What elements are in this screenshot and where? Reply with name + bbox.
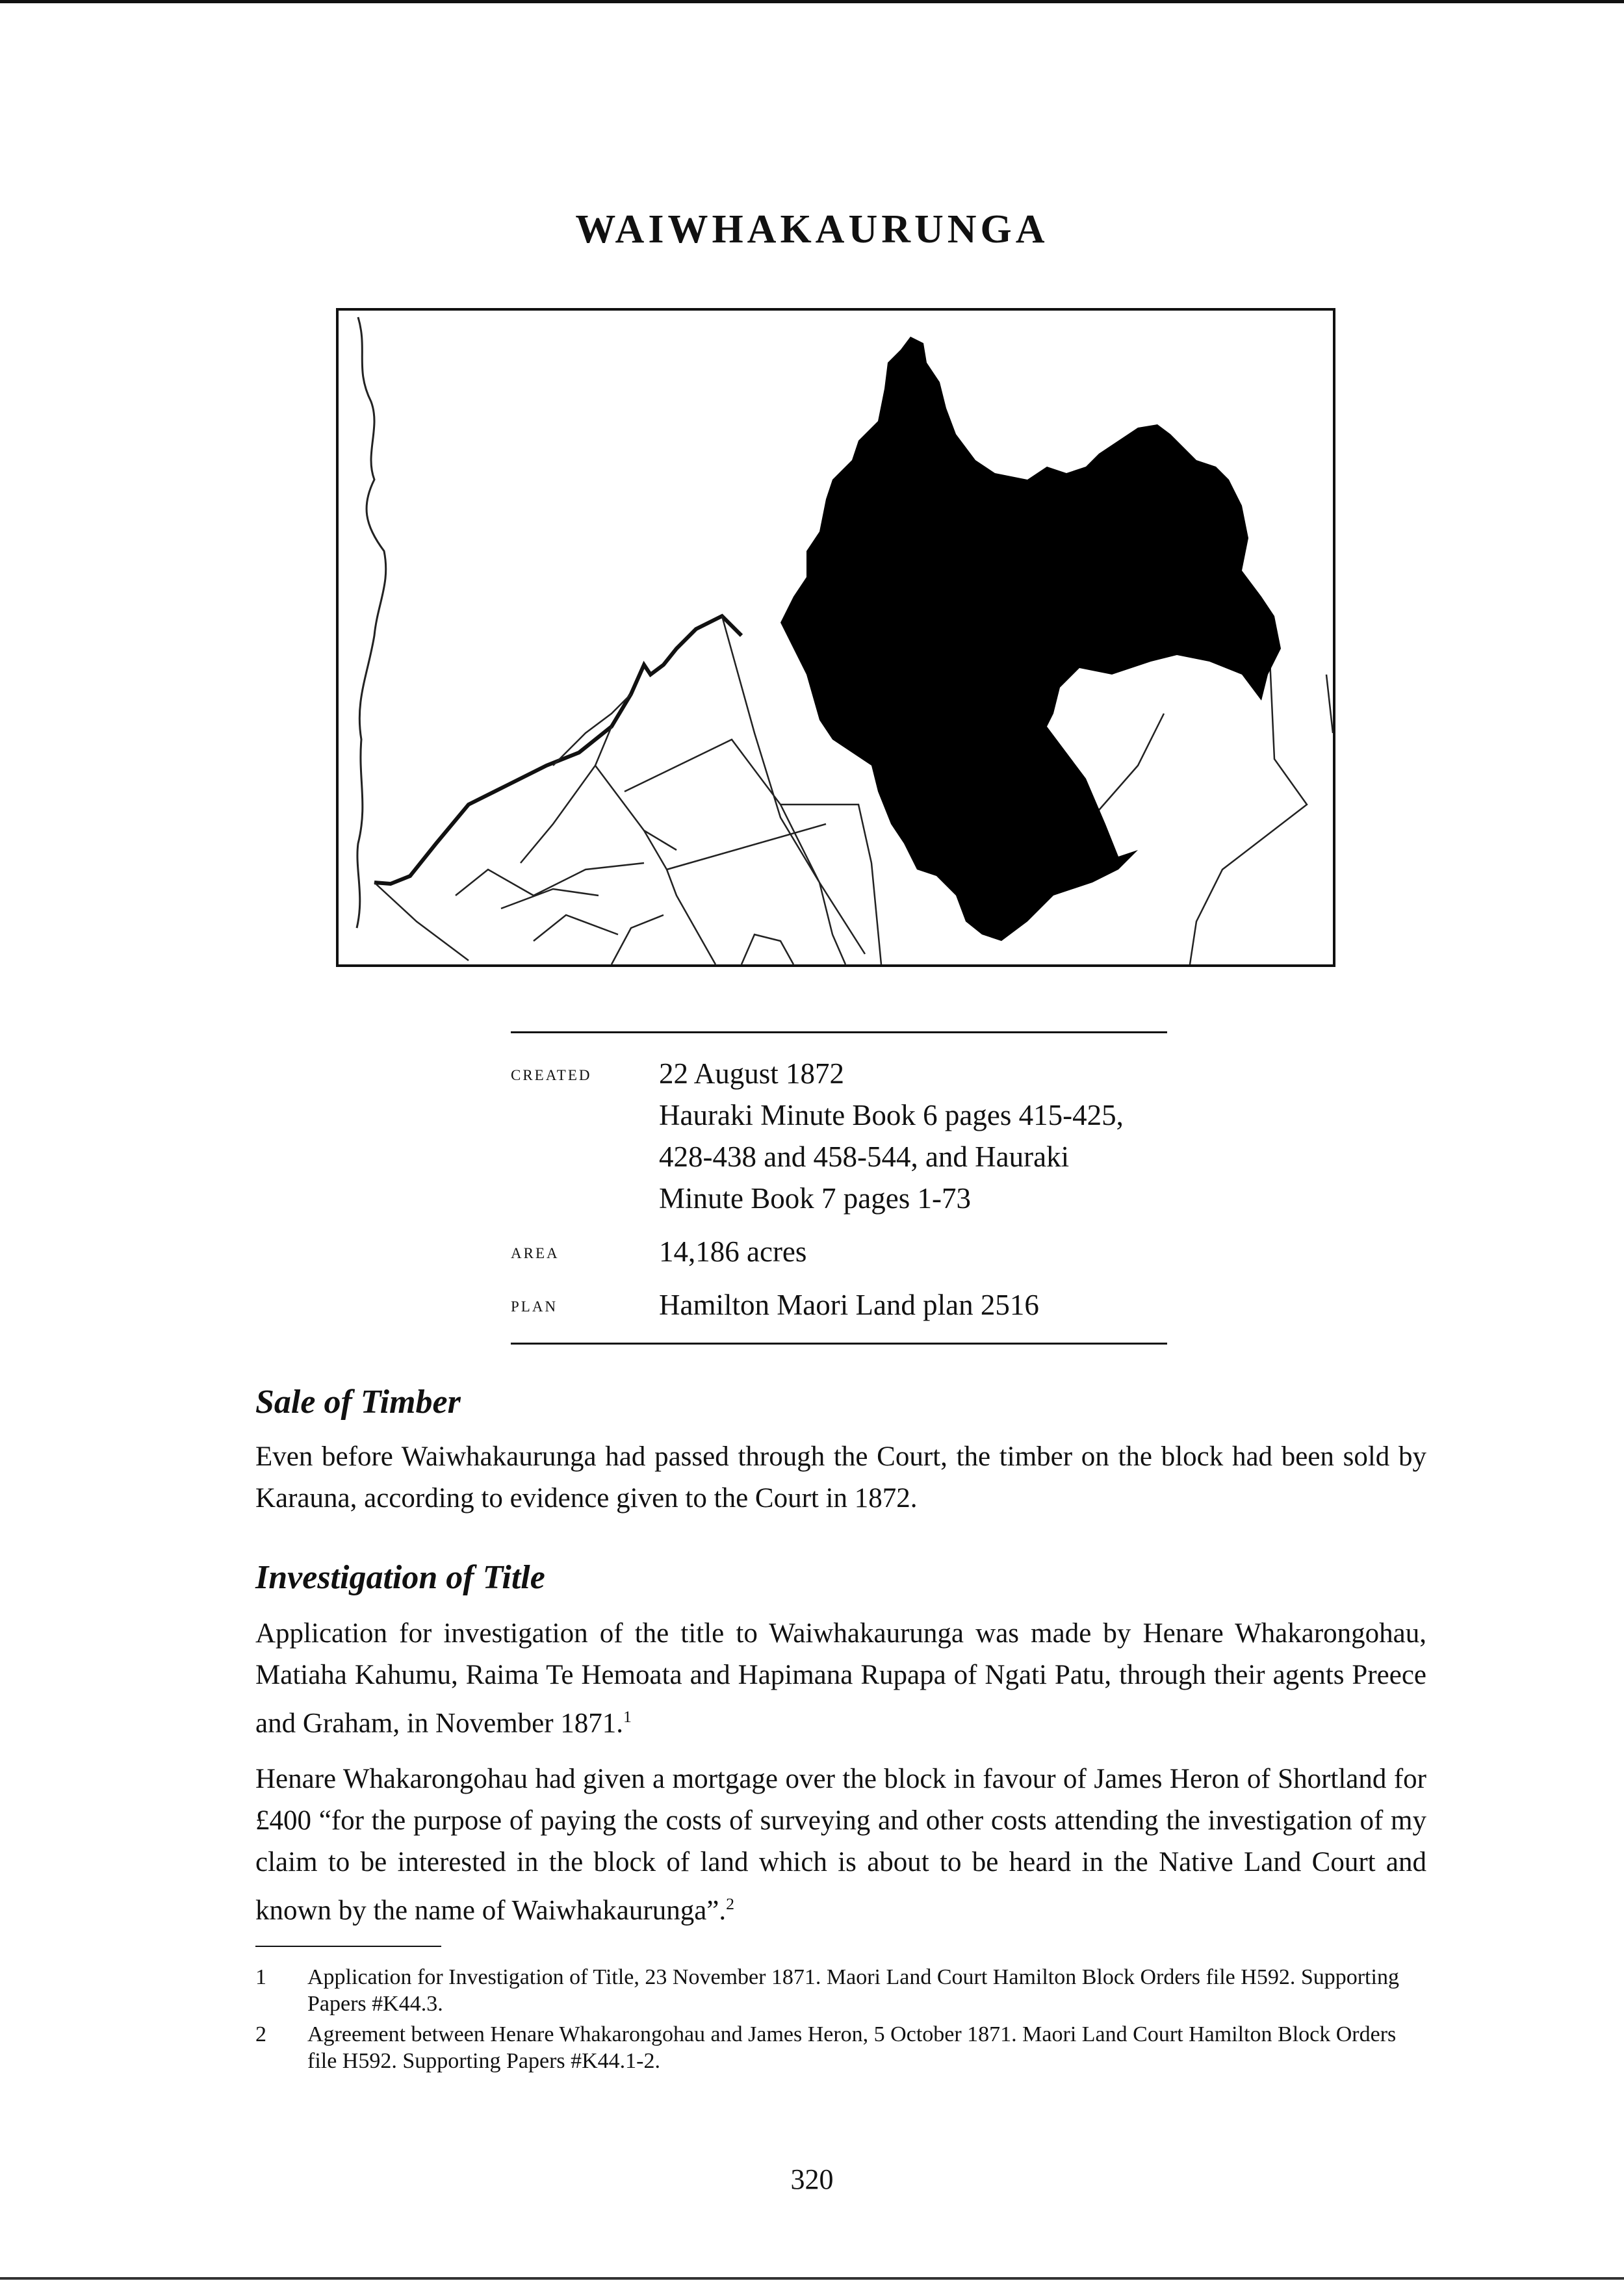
page-number: 320 [790, 2163, 834, 2195]
info-row-created [511, 1053, 1167, 1219]
section-heading-investigation-of-title: Investigation of Title [255, 1559, 545, 1596]
section-heading-sale-of-timber: Sale of Timber [255, 1384, 461, 1421]
waiwhakaurunga-block [780, 337, 1281, 941]
info-value-plan: Hamilton Maori Land plan 2516 [659, 1289, 1039, 1321]
info-value-line: Hauraki Minute Book 6 pages 415-425, [659, 1099, 1124, 1131]
info-label-plan: plan [511, 1293, 558, 1317]
info-label-created: created [511, 1062, 592, 1085]
info-row-area [511, 1231, 1167, 1272]
info-label-area: area [511, 1240, 560, 1263]
footnote-ref[interactable]: 2 [726, 1894, 735, 1913]
paragraph-application [255, 1613, 1426, 1744]
footnote-rule [255, 1946, 441, 1947]
block-info-table [511, 1031, 1167, 1345]
boundary-line [374, 616, 741, 884]
info-value-line: 22 August 1872 [659, 1057, 845, 1090]
paragraph-text: Henare Whakarongohau had given a mortgage over the block in favour of James Heron of Shortland for £400 “for the purpose of paying the costs of surveying and other costs attending the investigation of my claim to be interested in the block of land which is about to be heard in the Native Land Court and known by the name of Waiwhakaurunga”. [255, 1764, 1426, 1926]
paragraph-text: Application for investigation of the title to Waiwhakaurunga was made by Henare Whakarongohau, Matiaha Kahumu, Raima Te Hemoata and Hapimana Rupapa of Ngati Patu, through their agents Preece and Graham, in November 1871. [255, 1618, 1426, 1739]
footnote-text: Agreement between Henare Whakarongohau and James Heron, 5 October 1871. Maori Land Court Hamilton Block Orders file H592. Supporting Papers #K44.1-2. [307, 2022, 1397, 2073]
footnote-text: Application for Investigation of Title, 23 November 1871. Maori Land Court Hamilton Block Orders file H592. Supporting Papers #K44.3. [307, 1965, 1399, 2016]
page-title: WAIWHAKAURUNGA [575, 207, 1049, 251]
footnote-2 [255, 2021, 1426, 2074]
river-line [357, 317, 386, 928]
footnote-1 [255, 1964, 1426, 2017]
footnote-ref[interactable]: 1 [623, 1707, 632, 1726]
map-drawing [339, 311, 1333, 964]
block-map [336, 308, 1335, 967]
footnote-number: 1 [255, 1965, 266, 1989]
info-row-plan [511, 1284, 1167, 1326]
info-value-area: 14,186 acres [659, 1235, 807, 1268]
paragraph-sale-of-timber: Even before Waiwhakaurunga had passed through the Court, the timber on the block had been sold by Karauna, according to evidence given to the Court in 1872. [255, 1441, 1426, 1514]
bottom-rule [0, 2277, 1624, 2280]
info-value-created [659, 1053, 1167, 1219]
top-rule [0, 0, 1624, 3]
info-value-line: Minute Book 7 pages 1-73 [659, 1182, 971, 1215]
info-value-line: 428-438 and 458-544, and Hauraki [659, 1140, 1070, 1173]
paragraph-mortgage [255, 1759, 1426, 1931]
footnote-number: 2 [255, 2022, 266, 2046]
